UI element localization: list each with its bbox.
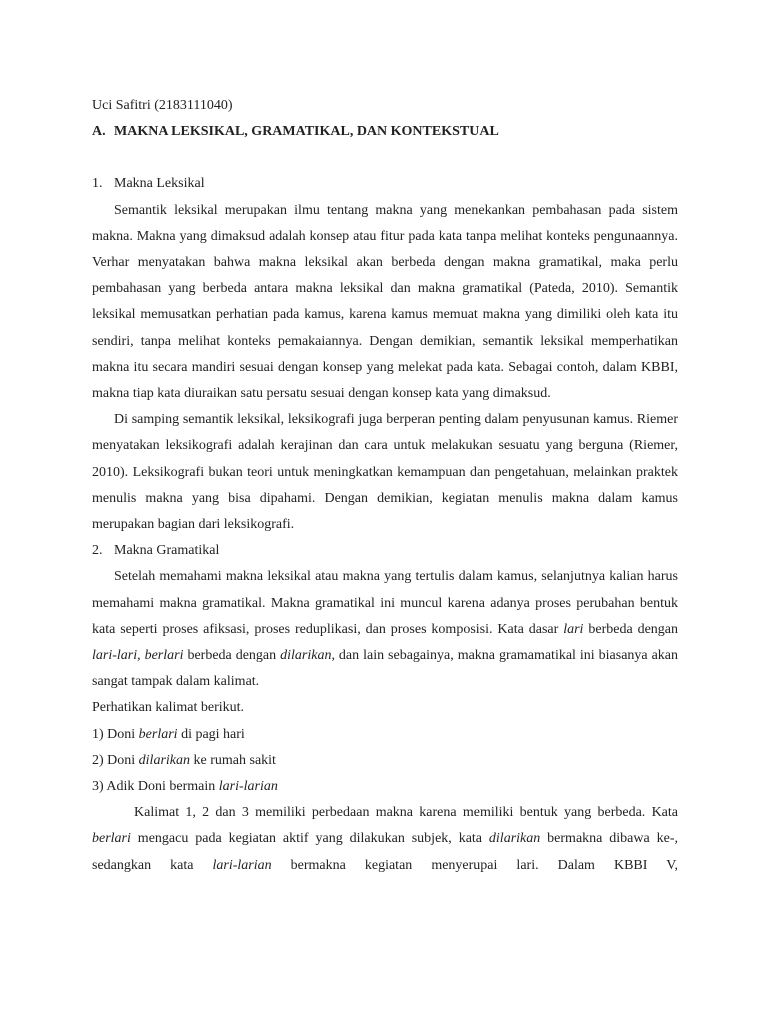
term-lari-lari: lari-lari [92, 648, 138, 664]
text-span: mengacu pada kegiatan aktif yang dilakukan subjek, kata [130, 831, 489, 847]
text-span: berbeda dengan [583, 621, 679, 637]
term-lari-larian: lari-larian [212, 857, 272, 873]
heading-number: A. [92, 124, 106, 140]
paragraph-lexical-1: Semantik leksikal merupakan ilmu tentang makna yang menekankan pembahasan pada sistem makna. Makna yang dimaksud adalah konsep atau fitur pada kata tanpa melihat konteks pengunaannya. Verhar menyatakan bahwa makna leksikal akan berbeda dengan makna gramatikal, maka perlu pembahasan yang berbeda antara makna leksikal dan makna gramatikal (Pateda, 2010). Semantik leksikal memusatkan perhatian pada kamus, karena kamus memuat makna yang dimiliki oleh kata itu sendiri, tanpa melihat konteks pemakaiannya. Dengan demikian, semantik leksikal memperhatikan makna itu secara mandiri sesuai dengan konsep yang melekat pada kata. Sebagai contoh, dalam KBBI, makna tiap kata diuraikan satu persatu sesuai dengan konsep kata yang dimaksud. [92, 202, 678, 402]
paragraph-grammatical-2 [92, 800, 678, 879]
text-span: bermakna kegiatan menyerupai lari. Dalam KBBI V, [271, 857, 678, 873]
term-lari: lari [563, 621, 584, 637]
example-text: 2) Doni [92, 752, 139, 768]
text-span: bermakna dibawa ke-, sedangkan kata [92, 831, 678, 873]
heading-text: MAKNA LEKSIKAL, GRAMATIKAL, DAN KONTEKSTUAL [114, 124, 499, 140]
example-sentence-1 [92, 722, 678, 748]
subsection-number-1: 1. [92, 176, 103, 192]
subsection-label-2: Makna Gramatikal [114, 543, 220, 559]
subsection-label-1: Makna Leksikal [114, 176, 205, 192]
example-term: berlari [138, 726, 178, 742]
term-dilarikan: dilarikan [280, 648, 332, 664]
example-term: dilarikan [138, 752, 191, 768]
subsection-title-2 [92, 538, 678, 564]
example-intro: Perhatikan kalimat berikut. [92, 700, 245, 716]
document-page [92, 93, 678, 879]
section-heading [92, 119, 678, 145]
text-span: , [137, 648, 145, 664]
term-berlari: berlari [92, 831, 131, 847]
example-term: lari-larian [218, 779, 278, 795]
term-berlari: berlari [144, 648, 184, 664]
example-sentence-2 [92, 748, 678, 774]
paragraph-lexical-2: Di samping semantik leksikal, leksikografi juga berperan penting dalam penyusunan kamus. Riemer menyatakan leksikografi adalah kerajinan dan cara untuk melakukan sesuatu yang berguna (Riemer, 2010). Leksikografi bukan teori untuk meningkatkan kemampuan dan pengetahuan, melainkan praktek menulis makna yang bisa dipahami. Dengan demikian, kegiatan menulis makna dalam kamus merupakan bagian dari leksikografi. [92, 412, 678, 533]
text-span: berbeda dengan [183, 648, 281, 664]
example-text: ke rumah sakit [190, 752, 276, 768]
text-span: Kalimat 1, 2 dan 3 memiliki perbedaan makna karena memiliki bentuk yang berbeda. Kata [134, 805, 678, 821]
text-span: , dan lain sebagainya, makna gramamatikal ini biasanya akan sangat tampak dalam kalimat. [92, 648, 679, 690]
term-dilarikan: dilarikan [488, 831, 541, 847]
example-sentence-3 [92, 774, 678, 800]
example-text: di pagi hari [177, 726, 245, 742]
example-text: 3) Adik Doni bermain [92, 779, 219, 795]
text-span: Setelah memahami makna leksikal atau makna yang tertulis dalam kamus, selanjutnya kalian harus memahami makna gramatikal. Makna gramatikal ini muncul karena adanya proses perubahan bentuk kata seperti proses afiksasi, proses reduplikasi, dan proses komposisi. Kata dasar [92, 569, 678, 637]
author-line: Uci Safitri (2183111040) [92, 98, 233, 113]
spacer [92, 145, 678, 171]
subsection-title-1 [92, 171, 678, 197]
subsection-number-2: 2. [92, 543, 103, 559]
paragraph-grammatical-1 [92, 564, 678, 695]
example-text: 1) Doni [92, 726, 139, 742]
